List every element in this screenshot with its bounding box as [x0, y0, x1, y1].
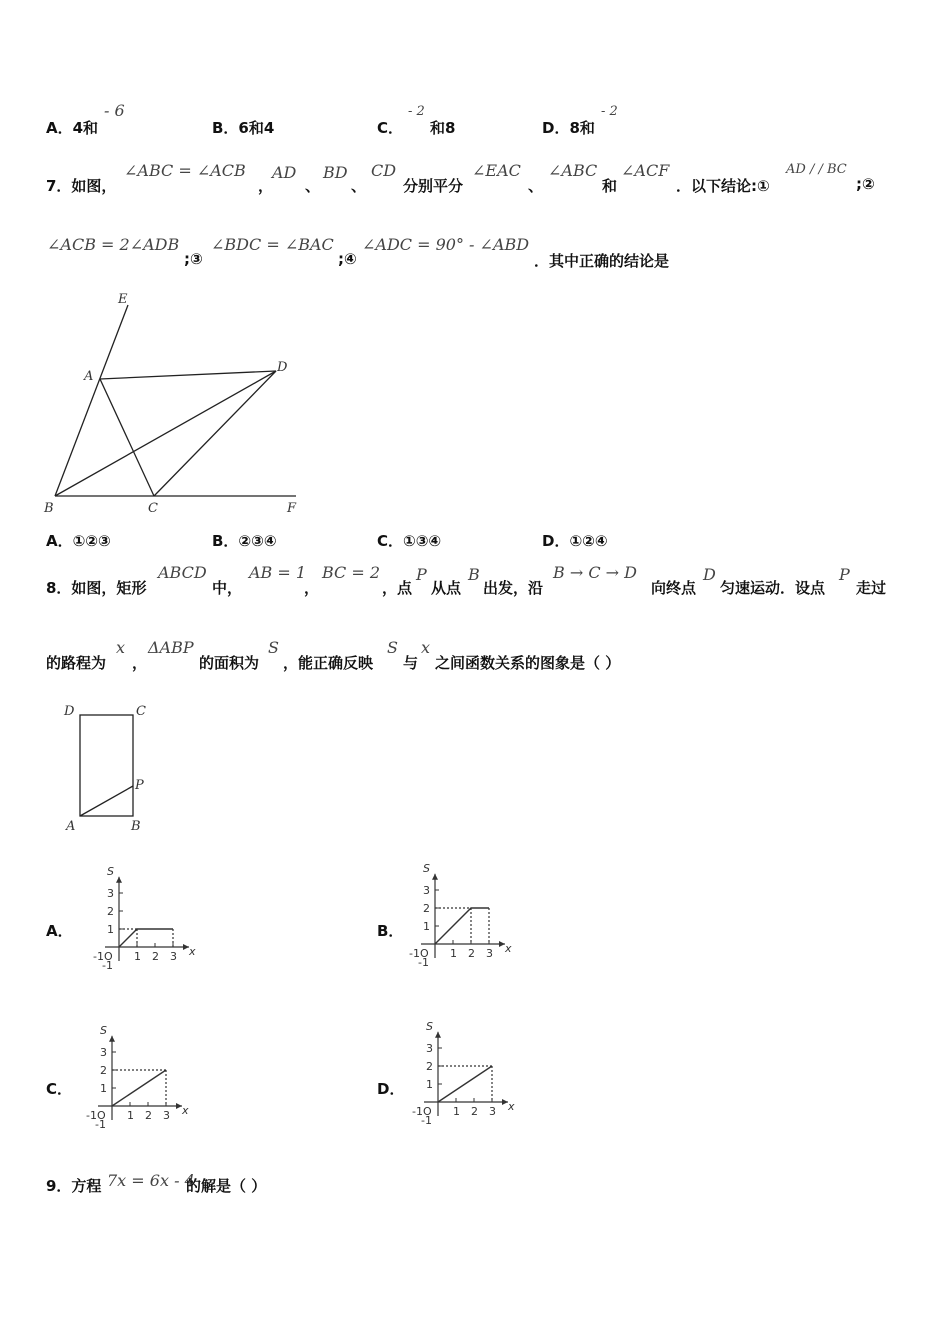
x-tick-label: 1: [127, 1109, 134, 1122]
q7-math-10: ∠BDC = ∠BAC: [211, 235, 334, 254]
q6-option-c-math: - 2: [408, 104, 425, 119]
y-tick-label: 2: [423, 902, 430, 915]
q7-option-b: B．②③④: [212, 532, 277, 550]
x-tick-label: 3: [486, 947, 493, 960]
q8-math-8: P: [839, 565, 850, 584]
y-tick-label: 3: [423, 884, 430, 897]
q9-text: 的解是（ ）: [186, 1177, 267, 1195]
q6-option-d-math: - 2: [601, 104, 618, 119]
q7-label-f: F: [287, 501, 297, 516]
q8-math-12: S: [387, 638, 398, 657]
x-tick-label: 2: [152, 950, 159, 963]
q8-math-1: ABCD: [158, 563, 207, 582]
x-tick-label: 2: [145, 1109, 152, 1122]
q7-label-a: A: [84, 369, 94, 384]
q8-math-5: B: [468, 565, 480, 584]
x-tick-label: 1: [134, 950, 141, 963]
function-curve: [119, 929, 173, 947]
q7-text: 分别平分: [403, 177, 464, 195]
q6-option-d: D．8和: [542, 119, 595, 137]
q7-math-3: BD: [323, 163, 348, 182]
q7-number: 7．如图，: [46, 177, 117, 195]
y-axis-arrow: [116, 877, 122, 883]
y-axis-label: S: [423, 861, 430, 875]
graph-option-a: [93, 865, 196, 972]
y-tick-label: 1: [107, 923, 114, 936]
q7-sep: 、: [351, 177, 367, 195]
y-axis-arrow: [432, 874, 438, 880]
y-tick-label: 1: [100, 1082, 107, 1095]
y-tick-label: 2: [100, 1064, 107, 1077]
y-tick-label: 1: [423, 920, 430, 933]
q8-text: ，能正确反映: [283, 654, 374, 672]
y-axis-label: S: [426, 1019, 433, 1033]
q8-text: 的路程为: [46, 654, 107, 672]
q7-sep: 、: [305, 177, 321, 195]
origin-label: -1O: [93, 950, 113, 963]
q8-math-9: x: [116, 638, 126, 657]
x-axis-label: x: [508, 1100, 515, 1113]
q7-math-8: AD / / BC: [786, 162, 847, 177]
q8-text: 从点: [431, 579, 462, 597]
neg-label: -1: [102, 959, 113, 972]
x-tick-label: 3: [170, 950, 177, 963]
q7-sep: 、: [528, 177, 544, 195]
graph-option-b: [409, 862, 512, 969]
q8-text: 之间函数关系的图象是（ ）: [435, 654, 621, 672]
q6-option-a: A．4和: [46, 119, 99, 137]
q8-math-7: D: [703, 565, 716, 584]
q8-sep: ，: [304, 579, 320, 597]
q9-math-1: 7x = 6x - 4: [107, 1171, 195, 1190]
q8-option-d: D．: [377, 1080, 405, 1098]
y-tick-label: 3: [107, 887, 114, 900]
q8-math-2: AB = 1: [249, 563, 307, 582]
q9-number: 9．方程: [46, 1177, 102, 1195]
x-axis-label: x: [189, 945, 196, 958]
q8-label-c: C: [136, 704, 146, 719]
q8-option-c: C．: [46, 1080, 73, 1098]
q7-sep: ，: [258, 177, 274, 195]
q8-option-a: A．: [46, 922, 73, 940]
q7-text: ;③: [184, 250, 203, 268]
q7-option-d: D．①②④: [542, 532, 608, 550]
q8-label-b: B: [131, 819, 141, 834]
q7-label-c: C: [148, 501, 158, 516]
q7-option-a: A．①②③: [46, 532, 111, 550]
q8-text: 走过: [856, 579, 887, 597]
origin-label: -1O: [412, 1105, 432, 1118]
q7-text: ;②: [856, 175, 875, 193]
y-tick-label: 2: [107, 905, 114, 918]
q6-option-c: C．: [377, 119, 404, 137]
q8-text: 中，: [212, 579, 243, 597]
q7-label-d: D: [277, 360, 288, 375]
y-tick-label: 3: [426, 1042, 433, 1055]
q8-math-10: ΔABP: [148, 638, 194, 657]
x-tick-label: 1: [453, 1105, 460, 1118]
q7-text: ．其中正确的结论是: [534, 252, 670, 270]
x-tick-label: 3: [489, 1105, 496, 1118]
q7-text: 和: [602, 177, 618, 195]
neg-label: -1: [421, 1114, 432, 1127]
q7-text: ．以下结论:①: [676, 177, 770, 195]
q6-option-a-math: - 6: [104, 101, 125, 120]
y-axis-label: S: [100, 1023, 107, 1037]
y-tick-label: 3: [100, 1046, 107, 1059]
q8-math-11: S: [268, 638, 279, 657]
q8-text: ，点: [382, 579, 413, 597]
neg-label: -1: [418, 956, 429, 969]
x-axis-label: x: [182, 1104, 189, 1117]
x-tick-label: 2: [471, 1105, 478, 1118]
neg-label: -1: [95, 1118, 106, 1131]
q8-label-d: D: [64, 704, 75, 719]
graph-option-d: [412, 1020, 515, 1127]
q7-label-e: E: [118, 292, 128, 307]
q7-math-4: CD: [371, 161, 397, 180]
q7-math-1: ∠ABC = ∠ACB: [124, 161, 246, 180]
q8-math-13: x: [421, 638, 431, 657]
q8-math-4: P: [416, 565, 427, 584]
graph-option-c: [86, 1024, 189, 1131]
q7-label-b: B: [44, 501, 54, 516]
function-curve: [112, 1070, 166, 1106]
q6-option-b: B．6和4: [212, 119, 275, 137]
q8-label-a: A: [66, 819, 76, 834]
q8-math-3: BC = 2: [322, 563, 381, 582]
q8-number: 8．如图，矩形: [46, 579, 147, 597]
y-tick-label: 2: [426, 1060, 433, 1073]
y-tick-label: 1: [426, 1078, 433, 1091]
q7-math-5: ∠EAC: [472, 161, 521, 180]
function-curve: [435, 908, 489, 944]
x-tick-label: 3: [163, 1109, 170, 1122]
q8-sep: ，: [132, 654, 148, 672]
origin-label: -1O: [409, 947, 429, 960]
q7-math-9: ∠ACB = 2∠ADB: [47, 235, 180, 254]
y-axis-arrow: [109, 1036, 115, 1042]
q8-text: 匀速运动．设点: [720, 579, 826, 597]
q8-text: 与: [403, 654, 419, 672]
q7-option-c: C．①③④: [377, 532, 442, 550]
q7-math-11: ∠ADC = 90° - ∠ABD: [362, 235, 530, 254]
q8-label-p: P: [135, 778, 144, 793]
q8-math-6: B → C → D: [553, 563, 637, 582]
q7-math-6: ∠ABC: [548, 161, 598, 180]
q7-math-2: AD: [272, 163, 297, 182]
function-curve: [438, 1066, 492, 1102]
y-axis-label: S: [107, 864, 114, 878]
x-axis-label: x: [505, 942, 512, 955]
x-tick-label: 2: [468, 947, 475, 960]
q7-text: ;④: [338, 250, 357, 268]
q8-text: 的面积为: [199, 654, 260, 672]
q6-option-c-text: 和8: [430, 119, 456, 137]
q8-text: 向终点: [651, 579, 697, 597]
origin-label: -1O: [86, 1109, 106, 1122]
y-axis-arrow: [435, 1032, 441, 1038]
q8-option-b: B．: [377, 922, 404, 940]
q7-math-7: ∠ACF: [621, 161, 670, 180]
x-tick-label: 1: [450, 947, 457, 960]
q8-text: 出发，沿: [483, 579, 544, 597]
